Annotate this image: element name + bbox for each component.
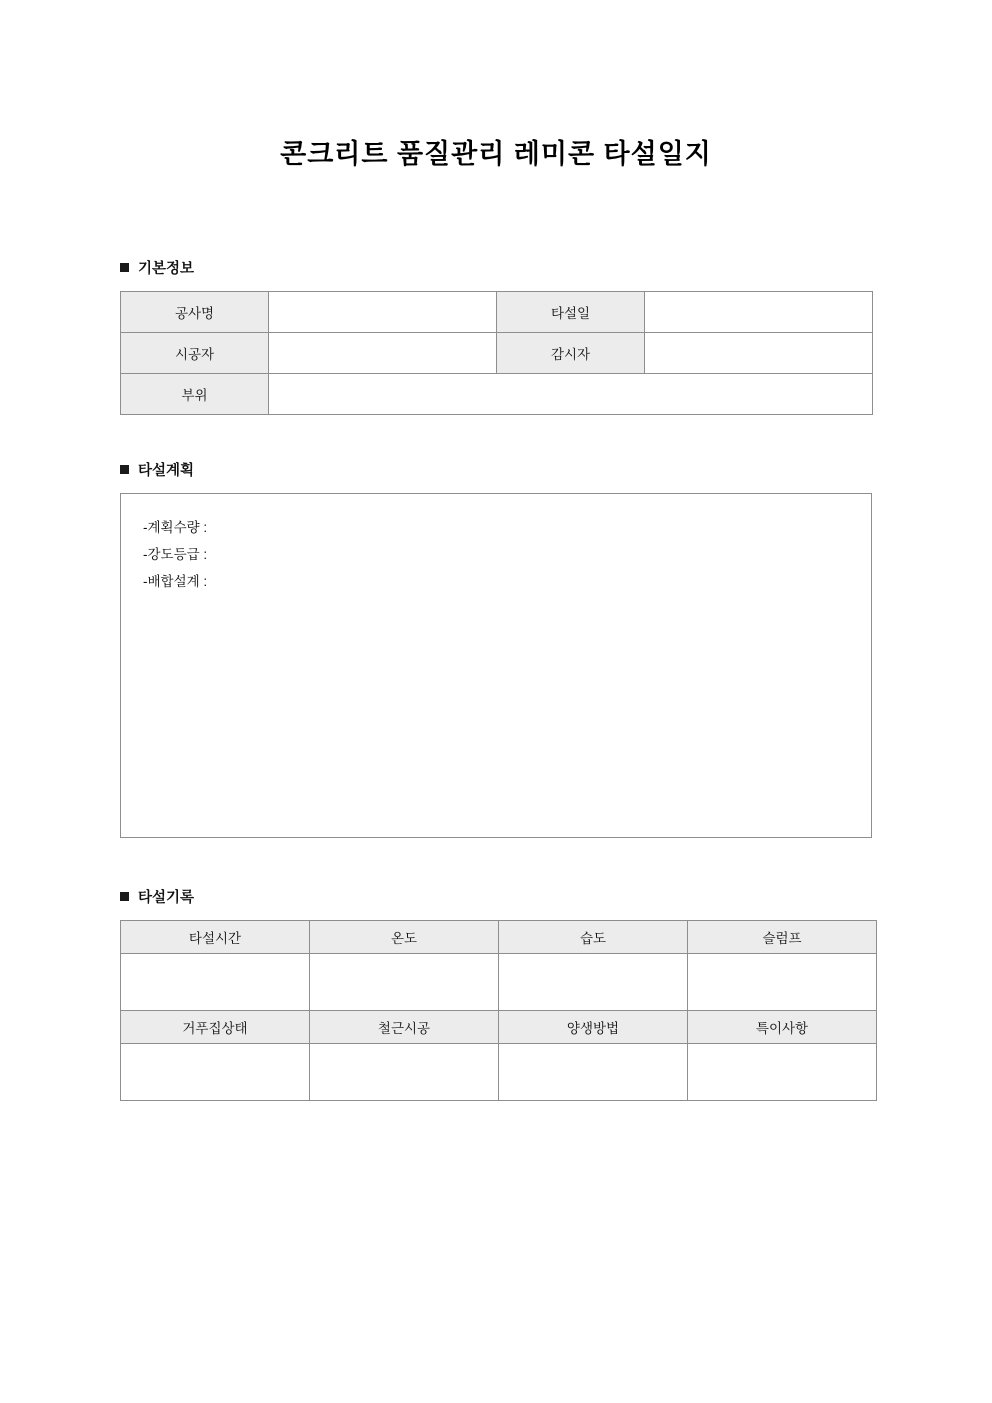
section-heading-pour-record-label: 타설기록 bbox=[138, 890, 195, 906]
field-location[interactable] bbox=[269, 374, 873, 415]
field-project-name[interactable] bbox=[269, 292, 497, 333]
square-bullet-icon bbox=[120, 465, 129, 474]
field-humidity[interactable] bbox=[499, 954, 688, 1011]
col-header-rebar-work: 철근시공 bbox=[310, 1011, 499, 1044]
col-header-formwork-condition: 거푸집상태 bbox=[121, 1011, 310, 1044]
table-row bbox=[121, 921, 877, 954]
field-temperature[interactable] bbox=[310, 954, 499, 1011]
col-header-pour-time: 타설시간 bbox=[121, 921, 310, 954]
col-header-remarks: 특이사항 bbox=[688, 1011, 877, 1044]
pour-record-table bbox=[120, 920, 877, 1101]
table-row bbox=[121, 374, 873, 415]
basic-info-table bbox=[120, 291, 873, 415]
col-header-slump: 슬럼프 bbox=[688, 921, 877, 954]
page-title: 콘크리트 품질관리 레미콘 타설일지 bbox=[280, 139, 712, 169]
field-curing-method[interactable] bbox=[499, 1044, 688, 1101]
col-header-curing-method: 양생방법 bbox=[499, 1011, 688, 1044]
field-rebar-work[interactable] bbox=[310, 1044, 499, 1101]
table-row bbox=[121, 292, 873, 333]
square-bullet-icon bbox=[120, 892, 129, 901]
field-slump[interactable] bbox=[688, 954, 877, 1011]
label-location: 부위 bbox=[121, 374, 269, 415]
section-heading-pour-plan-label: 타설계획 bbox=[138, 463, 195, 479]
plan-line-mix-design: -배합설계 : bbox=[143, 574, 208, 589]
plan-line-strength-grade: -강도등급 : bbox=[143, 547, 208, 562]
label-supervisor: 감시자 bbox=[497, 333, 645, 374]
plan-line-quantity: -계획수량 : bbox=[143, 520, 208, 535]
field-contractor[interactable] bbox=[269, 333, 497, 374]
section-heading-basic-info-label: 기본정보 bbox=[138, 261, 195, 277]
square-bullet-icon bbox=[120, 263, 129, 272]
col-header-temperature: 온도 bbox=[310, 921, 499, 954]
label-project-name: 공사명 bbox=[121, 292, 269, 333]
section-heading-pour-plan bbox=[120, 459, 872, 480]
field-pour-date[interactable] bbox=[645, 292, 873, 333]
section-heading-pour-record bbox=[120, 886, 872, 907]
table-row bbox=[121, 1011, 877, 1044]
field-formwork-condition[interactable] bbox=[121, 1044, 310, 1101]
table-row bbox=[121, 333, 873, 374]
col-header-humidity: 습도 bbox=[499, 921, 688, 954]
table-row bbox=[121, 954, 877, 1011]
field-pour-time[interactable] bbox=[121, 954, 310, 1011]
section-heading-basic-info bbox=[120, 257, 872, 278]
label-pour-date: 타설일 bbox=[497, 292, 645, 333]
pour-plan-textarea[interactable] bbox=[120, 493, 872, 838]
field-remarks[interactable] bbox=[688, 1044, 877, 1101]
table-row bbox=[121, 1044, 877, 1101]
label-contractor: 시공자 bbox=[121, 333, 269, 374]
field-supervisor[interactable] bbox=[645, 333, 873, 374]
